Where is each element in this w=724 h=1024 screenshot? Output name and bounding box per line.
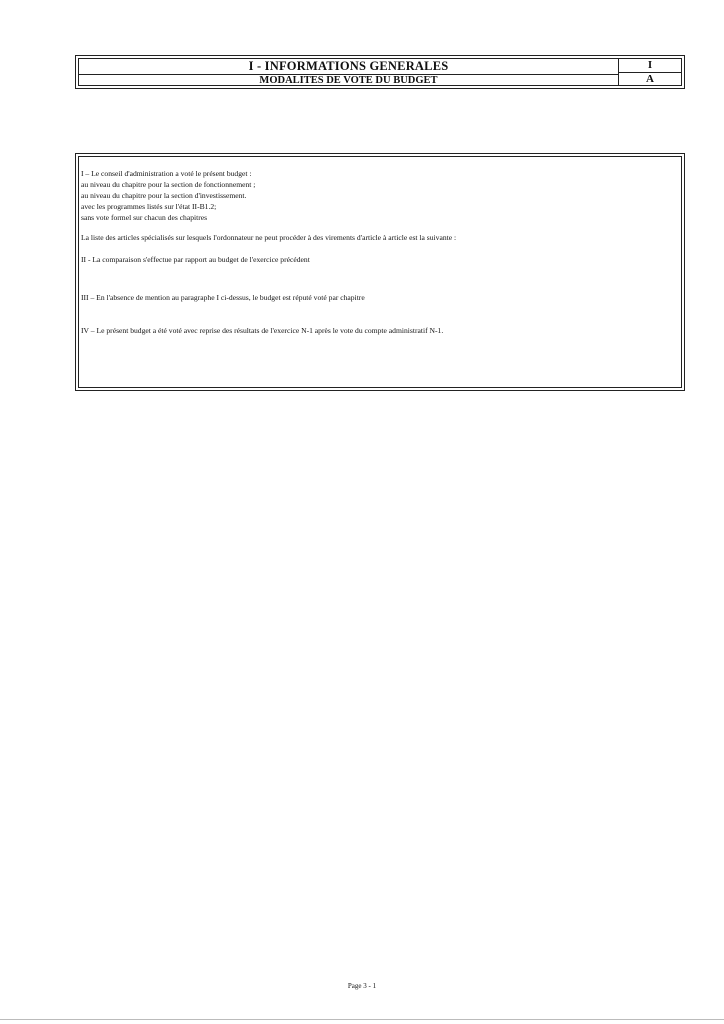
section4-paragraph: IV – Le présent budget a été voté avec reprise des résultats de l'exercice N-1 après le vote du compte administratif N-1.	[81, 326, 444, 335]
header-inner	[78, 58, 682, 86]
page-number: Page 3 - 1	[347, 982, 377, 990]
section3-paragraph: III – En l'absence de mention au paragraphe I ci-dessus, le budget est réputé voté par chapitre	[81, 293, 365, 302]
content-inner	[78, 156, 682, 388]
header-title-column	[79, 59, 619, 85]
header-box	[75, 55, 685, 89]
section2-paragraph: II - La comparaison s'effectue par rapport au budget de l'exercice précédent	[81, 255, 310, 264]
articles-paragraph: La liste des articles spécialisés sur lesquels l'ordonnateur ne peut procéder à des virements d'article à article est la suivante :	[81, 233, 457, 242]
section1-item: sans vote formel sur chacun des chapitres	[81, 213, 208, 222]
page-title: I - INFORMATIONS GENERALES	[79, 59, 618, 75]
bottom-divider	[0, 1019, 724, 1020]
header-section-column	[619, 59, 681, 85]
section1-intro: I – Le conseil d'administration a voté le présent budget :	[81, 169, 252, 178]
page-subtitle: MODALITES DE VOTE DU BUDGET	[259, 75, 438, 86]
section1-item: avec les programmes listés sur l'état II-B1.2;	[81, 202, 217, 211]
content-box	[75, 153, 685, 391]
section1-item: au niveau du chapitre pour la section de fonctionnement ;	[81, 180, 256, 189]
section-number: I	[619, 59, 681, 73]
section-letter: A	[646, 72, 654, 85]
section1-item: au niveau du chapitre pour la section d'investissement.	[81, 191, 247, 200]
